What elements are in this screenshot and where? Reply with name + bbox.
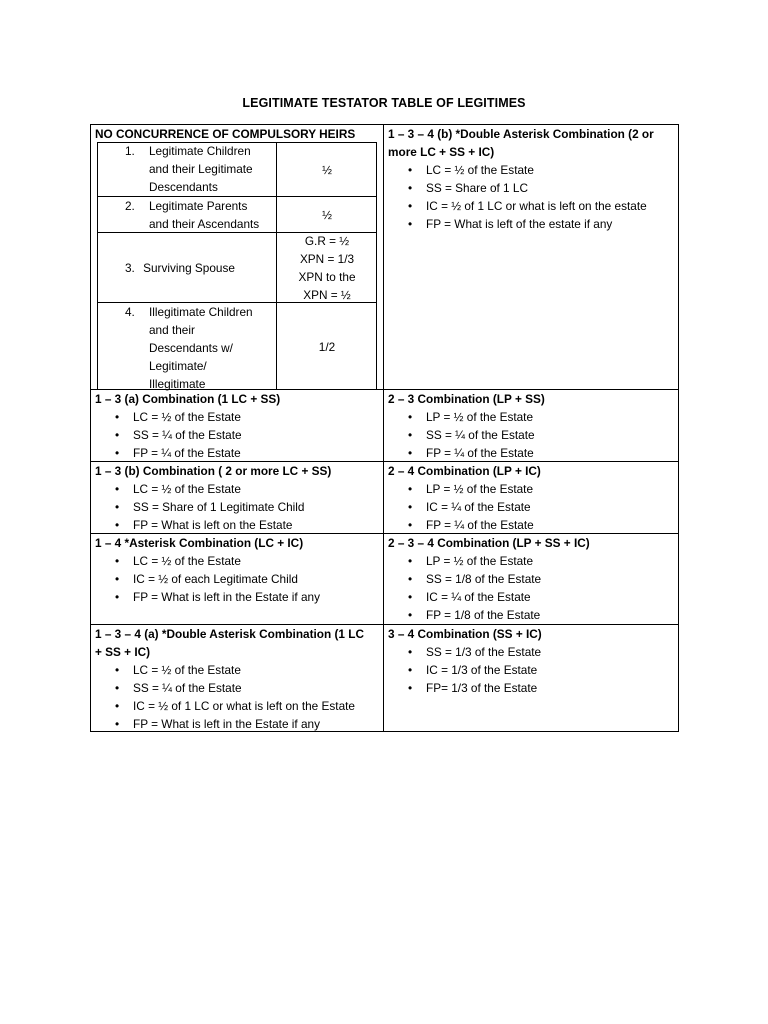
heir-name-line: Descendants	[149, 180, 218, 194]
combo-item: • LC = ½ of the Estate	[408, 161, 674, 179]
heir-name-line: Legitimate Parents	[149, 199, 248, 213]
combo-item: • IC = ¼ of the Estate	[408, 498, 674, 516]
heir-share: ½	[322, 208, 332, 222]
combo-item: • LP = ½ of the Estate	[408, 552, 674, 570]
heir-name-line: Illegitimate	[149, 377, 206, 391]
heir-name-line: Surviving Spouse	[143, 261, 235, 275]
heir-share: ½	[322, 162, 332, 177]
combo-item: • FP = What is left in the Estate if any	[115, 588, 379, 606]
heir-name-line: Legitimate/	[149, 359, 207, 373]
combo-item: • SS = Share of 1 Legitimate Child	[115, 498, 379, 516]
combo-item: • LP = ½ of the Estate	[408, 408, 674, 426]
combo-item: • IC = ½ of each Legitimate Child	[115, 570, 379, 588]
combo-heading: 1 – 3 – 4 (a) *Double Asterisk Combination (1 LC	[95, 627, 364, 641]
combo-item: • SS = Share of 1 LC	[408, 179, 674, 197]
heir-number: 1.	[125, 144, 135, 158]
combo-item: • FP = 1/8 of the Estate	[408, 606, 674, 624]
combo-3-4-cell	[383, 624, 679, 732]
combo-item: • FP= 1/3 of the Estate	[408, 679, 674, 697]
combo-heading: + SS + IC)	[95, 645, 151, 659]
combo-heading: 3 – 4 Combination (SS + IC)	[388, 627, 542, 641]
heir-number: 2.	[125, 199, 135, 213]
heir-number: 3.	[125, 261, 135, 275]
heir-share: 1/2	[318, 339, 336, 354]
combo-heading: 2 – 3 Combination (LP + SS)	[388, 392, 545, 406]
combo-item: • LC = ½ of the Estate	[115, 661, 379, 679]
combo-item: • SS = 1/8 of the Estate	[408, 570, 674, 588]
combo-1-3-4b-cell	[383, 124, 679, 390]
combo-2-3-cell	[383, 389, 679, 462]
page-title: LEGITIMATE TESTATOR TABLE OF LEGITIMES	[242, 96, 526, 110]
heir-row	[97, 303, 377, 390]
heir-share: XPN = ½	[303, 288, 351, 302]
combo-item: • IC = ½ of 1 LC or what is left on the estate	[408, 197, 674, 215]
combo-item: • SS = ¼ of the Estate	[115, 426, 379, 444]
combo-item: • SS = ¼ of the Estate	[115, 679, 379, 697]
heir-row	[97, 142, 377, 197]
combo-1-4-cell	[90, 533, 384, 625]
no-concurrence-heading: NO CONCURRENCE OF COMPULSORY HEIRS	[95, 127, 356, 141]
combo-item: • FP = What is left in the Estate if any	[115, 715, 379, 733]
combo-item: • SS = ¼ of the Estate	[408, 426, 674, 444]
combo-heading: 1 – 3 (b) Combination ( 2 or more LC + SS)	[95, 464, 332, 478]
combo-item: • IC = ½ of 1 LC or what is left on the Estate	[115, 697, 379, 715]
combo-item: • LP = ½ of the Estate	[408, 480, 674, 498]
heir-share: XPN = 1/3	[299, 252, 355, 266]
combo-heading: 1 – 4 *Asterisk Combination (LC + IC)	[95, 536, 304, 550]
combo-item: • IC = 1/3 of the Estate	[408, 661, 674, 679]
heir-name-line: Legitimate Children	[149, 144, 251, 158]
combo-item: • LC = ½ of the Estate	[115, 552, 379, 570]
combo-item: • FP = What is left on the Estate	[115, 516, 379, 534]
heir-row	[97, 197, 377, 233]
combo-heading: 1 – 3 – 4 (b) *Double Asterisk Combination (2 or	[388, 127, 654, 141]
combo-2-4-cell	[383, 461, 679, 534]
combo-item: • LC = ½ of the Estate	[115, 480, 379, 498]
combo-item: • FP = ¼ of the Estate	[115, 444, 379, 462]
heir-share: G.R = ½	[304, 234, 350, 248]
combo-heading: 1 – 3 (a) Combination (1 LC + SS)	[95, 392, 281, 406]
combo-heading: 2 – 3 – 4 Combination (LP + SS + IC)	[388, 536, 590, 550]
combo-1-3b-cell	[90, 461, 384, 534]
heir-name-line: and their Ascendants	[149, 217, 260, 231]
heir-name-line: Illegitimate Children	[149, 305, 253, 319]
combo-heading: 2 – 4 Combination (LP + IC)	[388, 464, 541, 478]
heir-number: 4.	[125, 305, 135, 319]
heir-share: XPN to the	[298, 270, 356, 284]
combo-2-3-4-cell	[383, 533, 679, 625]
combo-heading: more LC + SS + IC)	[388, 145, 495, 159]
combo-item: • LC = ½ of the Estate	[115, 408, 379, 426]
combo-item: • IC = ¼ of the Estate	[408, 588, 674, 606]
heir-row	[97, 233, 377, 303]
combo-1-3-4a-cell	[90, 624, 384, 732]
heir-name-line: Descendants w/	[149, 341, 233, 355]
heir-name-line: and their Legitimate	[149, 162, 253, 176]
combo-item: • FP = What is left of the estate if any	[408, 215, 674, 233]
combo-item: • SS = 1/3 of the Estate	[408, 643, 674, 661]
combo-item: • FP = ¼ of the Estate	[408, 516, 674, 534]
no-concurrence-cell	[90, 124, 384, 390]
combo-item: • FP = ¼ of the Estate	[408, 444, 674, 462]
combo-1-3a-cell	[90, 389, 384, 462]
heir-name-line: and their	[149, 323, 195, 337]
